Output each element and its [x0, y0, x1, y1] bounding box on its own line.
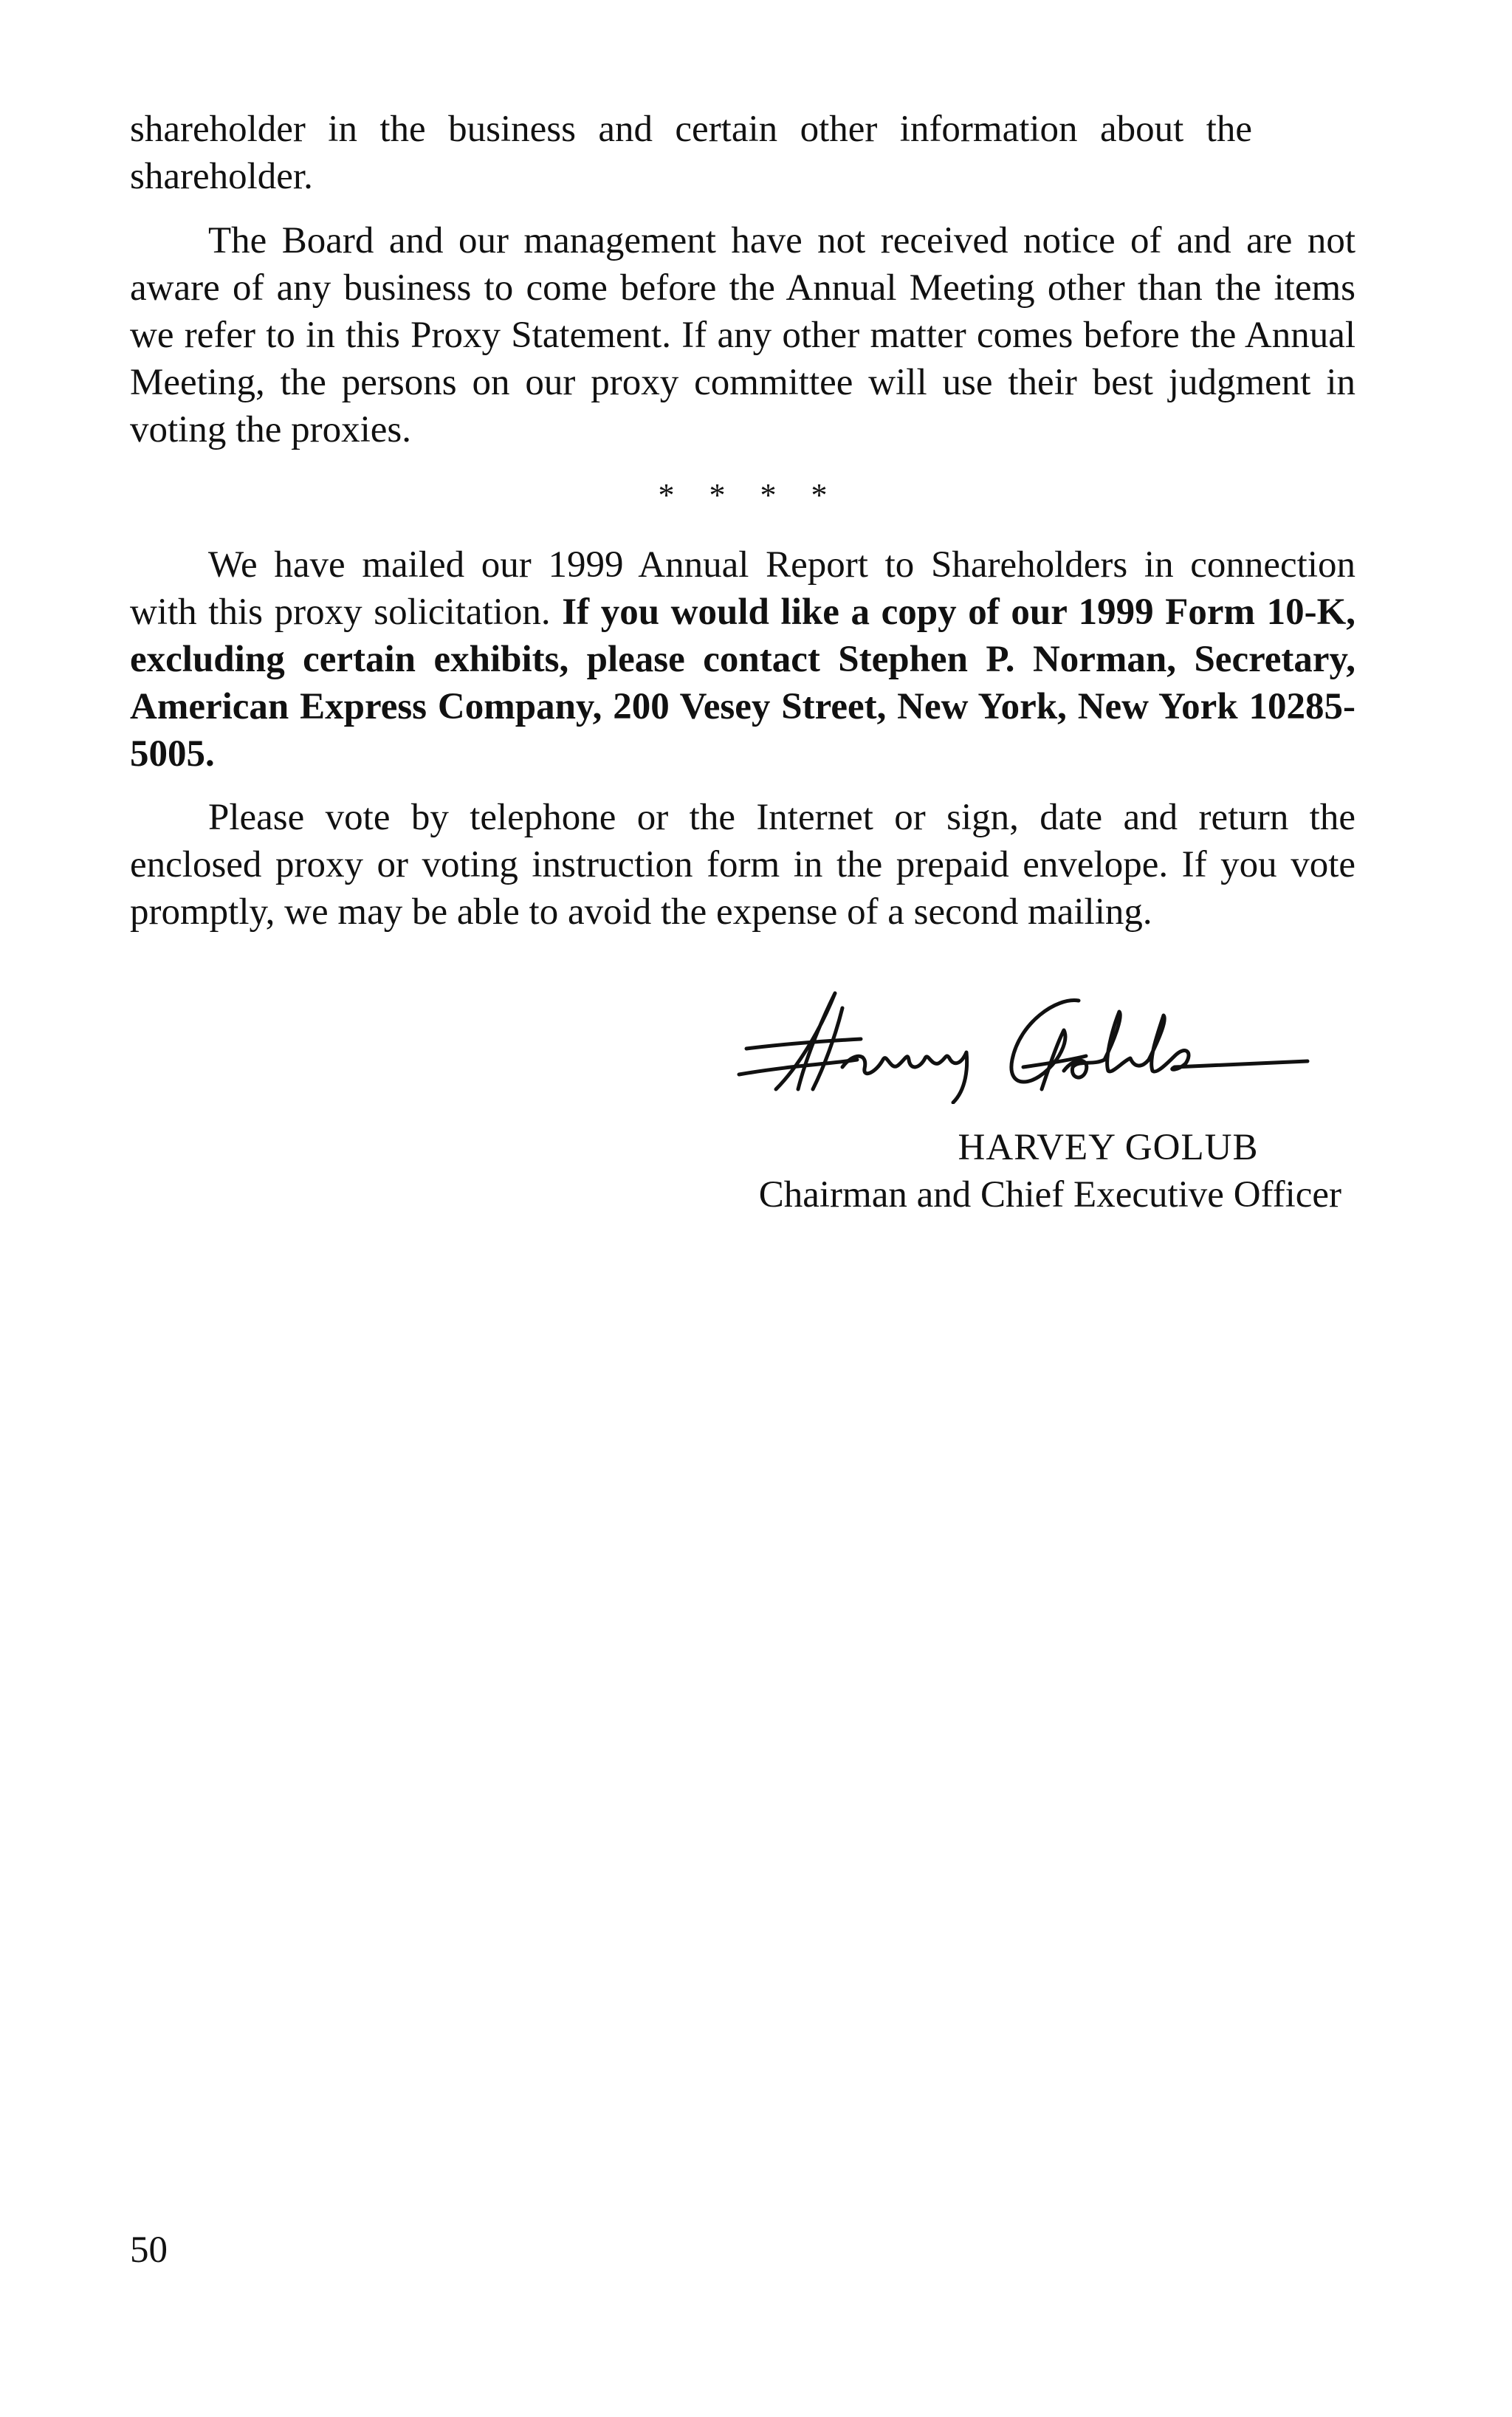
- annual-report-paragraph: [130, 541, 1355, 778]
- form-10k-request-text: If you would like a copy of our 1999 Form 10-K, excluding certain exhibits, please contact Stephen P. Norman, Secretary, American Express Company, 200 Vesey Street, New York, New York 10285-5005.: [130, 592, 1355, 775]
- separator-asterisk: *: [811, 477, 828, 513]
- vote-paragraph: Please vote by telephone or the Internet or sign, date and return the enclosed proxy or voting instruction form in the prepaid envelope. If you vote promptly, we may be able to avoid the expense of a second mailing.: [130, 797, 1355, 933]
- separator-asterisk: *: [709, 477, 726, 513]
- section-separator: [130, 476, 1355, 514]
- annual-report-text: We have mailed our 1999 Annual Report to Shareholders in connection with this proxy solicitation.: [130, 544, 1355, 633]
- separator-asterisk: *: [760, 477, 777, 513]
- other-business-paragraph: The Board and our management have not received notice of and are not aware of any business to come before the Annual Meeting other than the items we refer to in this Proxy Statement. If any other matter comes before the Annual Meeting, the persons on our proxy committee will use their best judgment in voting the proxies.: [130, 220, 1355, 450]
- signature-image: [732, 978, 1322, 1104]
- document-page: [130, 0, 1355, 2417]
- page-number: 50: [130, 2229, 168, 2271]
- continuation-paragraph: shareholder in the business and certain other information about the shareholder.: [130, 109, 1252, 197]
- signer-name: HARVEY GOLUB: [958, 1127, 1259, 1168]
- signer-title: Chairman and Chief Executive Officer: [758, 1174, 1341, 1216]
- separator-asterisk: *: [658, 477, 675, 513]
